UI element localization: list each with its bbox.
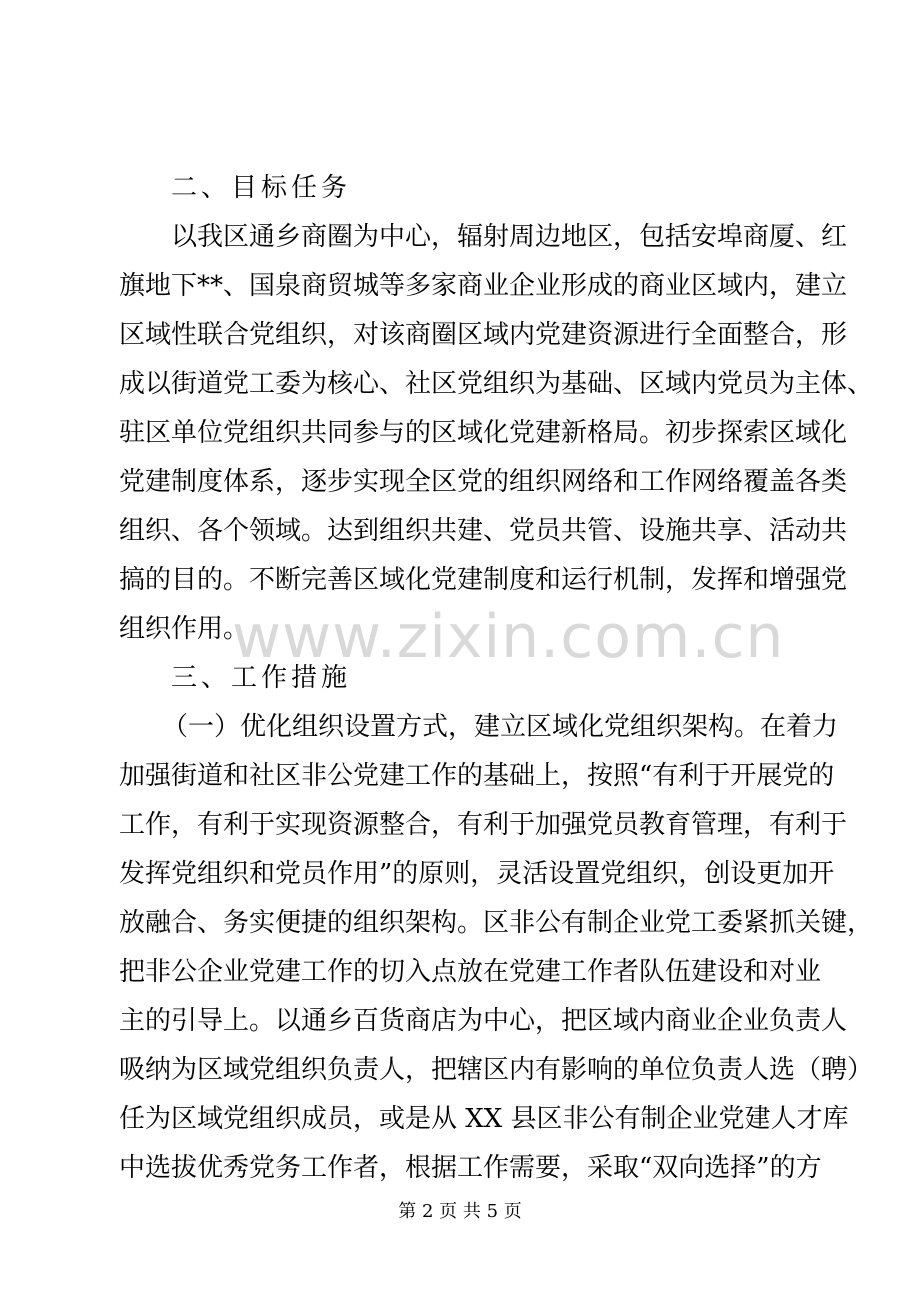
paragraph-line: 放融合、务实便捷的组织架构。区非公有制企业党工委紧抓关键， bbox=[119, 908, 874, 938]
paragraph-line: 发挥党组织和党员作用”的原则，灵活设置党组织，创设更加开 bbox=[119, 859, 835, 889]
paragraph-line: 中选拔优秀党务工作者，根据工作需要，采取“双向选择”的方 bbox=[119, 1153, 822, 1183]
paragraph-line: 主的引导上。以通乡百货商店为中心，把区域内商业企业负责人 bbox=[119, 1006, 848, 1036]
paragraph-line: 成以街道党工委为核心、社区党组织为基础、区域内党员为主体、 bbox=[119, 369, 874, 399]
paragraph-line: 搞的目的。不断完善区域化党建制度和运行机制，发挥和增强党 bbox=[119, 565, 848, 595]
paragraph-line: 组织作用。 bbox=[119, 614, 250, 644]
paragraph-line: 工作，有利于实现资源整合，有利于加强党员教育管理，有利于 bbox=[119, 810, 848, 840]
paragraph-line: 旗地下**、国泉商贸城等多家商业企业形成的商业区域内，建立 bbox=[119, 271, 848, 301]
section-heading-goals: 二、目标任务 bbox=[171, 173, 352, 203]
watermark-text: www.zixin.com.cn bbox=[232, 602, 785, 672]
paragraph-line: 任为区域党组织成员，或是从 XX 县区非公有制企业党建人才库 bbox=[119, 1104, 849, 1134]
paragraph-line: 驻区单位党组织共同参与的区域化党建新格局。初步探索区域化 bbox=[119, 418, 848, 448]
paragraph-line: 党建制度体系，逐步实现全区党的组织网络和工作网络覆盖各类 bbox=[119, 467, 848, 497]
paragraph-line: 加强街道和社区非公党建工作的基础上，按照“有利于开展党的 bbox=[119, 761, 835, 791]
paragraph-line: 组织、各个领域。达到组织共建、党员共管、设施共享、活动共 bbox=[119, 516, 848, 546]
section-heading-measures: 三、工作措施 bbox=[171, 663, 352, 693]
paragraph-line: 吸纳为区域党组织负责人，把辖区内有影响的单位负责人选（聘） bbox=[119, 1055, 874, 1085]
paragraph-line: 以我区通乡商圈为中心，辐射周边地区，包括安埠商厦、红 bbox=[171, 222, 848, 252]
paragraph-line: 区域性联合党组织，对该商圈区域内党建资源进行全面整合，形 bbox=[119, 320, 848, 350]
paragraph-line: （一）优化组织设置方式，建立区域化党组织架构。在着力 bbox=[162, 712, 839, 742]
paragraph-line: 把非公企业党建工作的切入点放在党建工作者队伍建设和对业 bbox=[119, 957, 822, 987]
page-footer: 第 2 页 共 5 页 bbox=[398, 1201, 522, 1222]
